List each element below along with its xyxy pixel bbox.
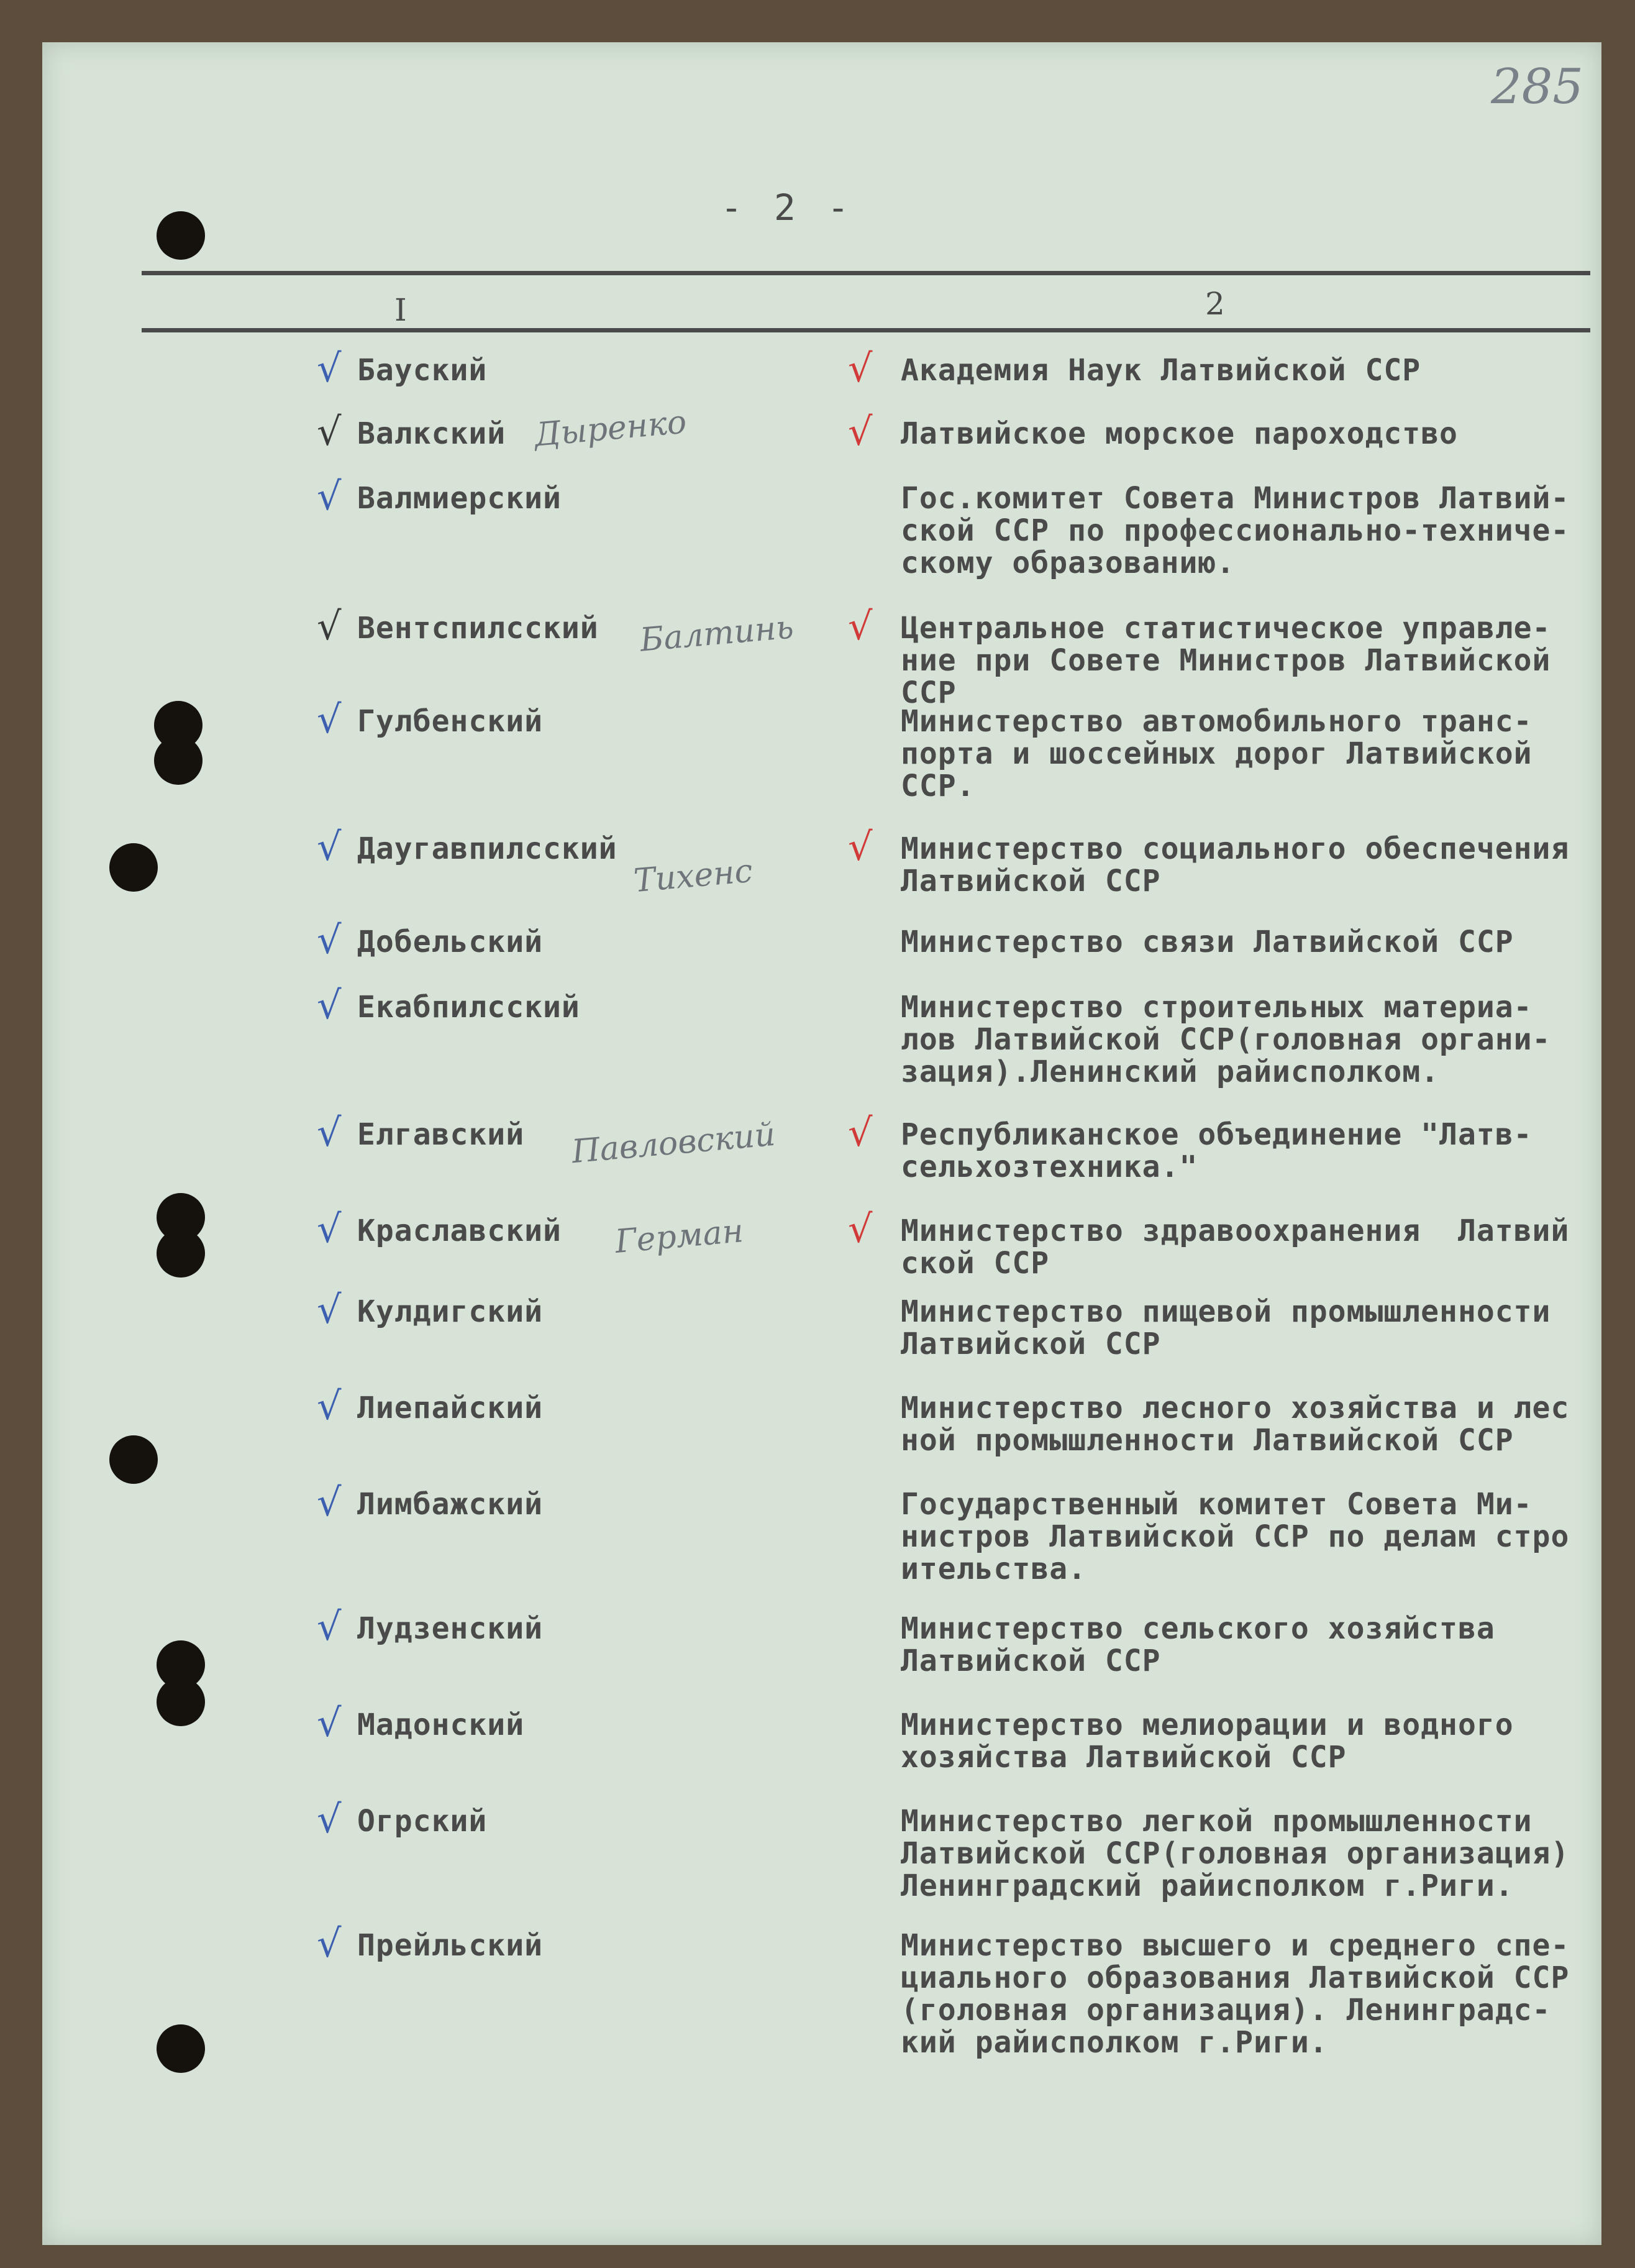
district-check-mark: √ <box>317 603 342 649</box>
district-check-mark: √ <box>317 345 342 391</box>
organization-name: Республиканское объединение "Латв- сельхозтехника." <box>901 1117 1533 1184</box>
organization-name: Центральное статистическое управле- ние при Совете Министров Латвийской ССР <box>901 611 1551 710</box>
district-check-mark: √ <box>317 1287 342 1332</box>
column-header-2: 2 <box>1205 286 1225 322</box>
binder-hole <box>109 843 158 892</box>
binder-hole <box>157 1229 205 1278</box>
district-name: Краславский <box>357 1214 562 1248</box>
district-name: Лудзенский <box>357 1611 543 1646</box>
district-check-mark: √ <box>317 1700 342 1745</box>
district-name: Мадонский <box>357 1708 525 1742</box>
archive-page-number: 285 <box>1491 59 1583 115</box>
organization-name: Министерство строительных материа- лов Латвийской ССР(головная органи- зация).Ленинский райисполком. <box>901 990 1551 1089</box>
binder-hole <box>157 1678 205 1726</box>
organization-name: Министерство мелиорации и водного хозяйства Латвийской ССР <box>901 1708 1514 1775</box>
organization-name: Министерство лесного хозяйства и лес ной промышленности Латвийской ССР <box>901 1391 1570 1458</box>
district-name: Даугавпилсский <box>357 831 617 866</box>
district-name: Бауский <box>357 353 488 388</box>
organization-name: Академия Наук Латвийской ССР <box>901 353 1421 388</box>
district-check-mark: √ <box>317 697 342 742</box>
organization-name: Министерство связи Латвийской ССР <box>901 925 1514 959</box>
organization-name: Министерство здравоохранения Латвий ской ССР <box>901 1214 1570 1281</box>
binder-hole <box>109 1435 158 1484</box>
organization-check-mark: √ <box>848 345 873 391</box>
district-check-mark: √ <box>317 1110 342 1155</box>
district-name: Кулдигский <box>357 1294 543 1329</box>
page-number: - 2 - <box>721 186 854 229</box>
district-check-mark: √ <box>317 1383 342 1429</box>
handwritten-note: Герман <box>613 1212 745 1261</box>
district-check-mark: √ <box>317 982 342 1028</box>
organization-name: Министерство легкой промышленности Латвийской ССР(головная организация) Ленинградский райисполком г.Риги. <box>901 1804 1570 1903</box>
organization-name: Латвийское морское пароходство <box>901 416 1458 451</box>
district-name: Лиепайский <box>357 1391 543 1425</box>
district-name: Елгавский <box>357 1117 525 1152</box>
binder-hole <box>157 211 205 260</box>
organization-check-mark: √ <box>848 1110 873 1155</box>
handwritten-note: Дыренко <box>532 403 688 454</box>
district-name: Екабпилсский <box>357 990 580 1025</box>
district-check-mark: √ <box>317 1206 342 1251</box>
handwritten-note: Балтинь <box>638 608 795 659</box>
district-check-mark: √ <box>317 1604 342 1649</box>
district-name: Добельский <box>357 925 543 959</box>
binder-hole <box>157 2024 205 2073</box>
district-check-mark: √ <box>317 917 342 963</box>
table-top-rule <box>142 271 1590 275</box>
district-name: Огрский <box>357 1804 488 1839</box>
table-header-rule <box>142 328 1590 332</box>
binder-hole <box>154 736 203 785</box>
column-header-1: I <box>394 292 407 328</box>
organization-name: Министерство автомобильного транс- порта и шоссейных дорог Латвийской ССР. <box>901 704 1533 803</box>
district-check-mark: √ <box>317 473 342 519</box>
organization-name: Министерство высшего и среднего спе- циального образования Латвийской ССР (головная организация). Ленинградс- кий райисполком г.Риги. <box>901 1928 1570 2060</box>
district-name: Лимбажский <box>357 1487 543 1522</box>
organization-name: Министерство пищевой промышленности Латвийской ССР <box>901 1294 1551 1361</box>
organization-name: Государственный комитет Совета Ми- нистров Латвийской ССР по делам стро ительства. <box>901 1487 1570 1586</box>
district-name: Валкский <box>357 416 506 451</box>
organization-name: Министерство сельского хозяйства Латвийской ССР <box>901 1611 1495 1678</box>
handwritten-note: Павловский <box>570 1115 777 1171</box>
organization-check-mark: √ <box>848 1206 873 1251</box>
organization-name: Гос.комитет Совета Министров Латвий- ской ССР по профессионально-техниче- скому образованию. <box>901 481 1570 580</box>
organization-check-mark: √ <box>848 603 873 649</box>
district-name: Прейльский <box>357 1928 543 1963</box>
district-name: Гулбенский <box>357 704 543 739</box>
district-check-mark: √ <box>317 409 342 454</box>
district-check-mark: √ <box>317 1479 342 1525</box>
organization-check-mark: √ <box>848 409 873 454</box>
district-check-mark: √ <box>317 824 342 869</box>
district-check-mark: √ <box>317 1921 342 1966</box>
organization-check-mark: √ <box>848 824 873 869</box>
district-name: Вентспилсский <box>357 611 599 646</box>
handwritten-note: Тихенс <box>632 852 754 900</box>
district-check-mark: √ <box>317 1796 342 1842</box>
district-name: Валмиерский <box>357 481 562 516</box>
organization-name: Министерство социального обеспечения Латвийской ССР <box>901 831 1570 899</box>
